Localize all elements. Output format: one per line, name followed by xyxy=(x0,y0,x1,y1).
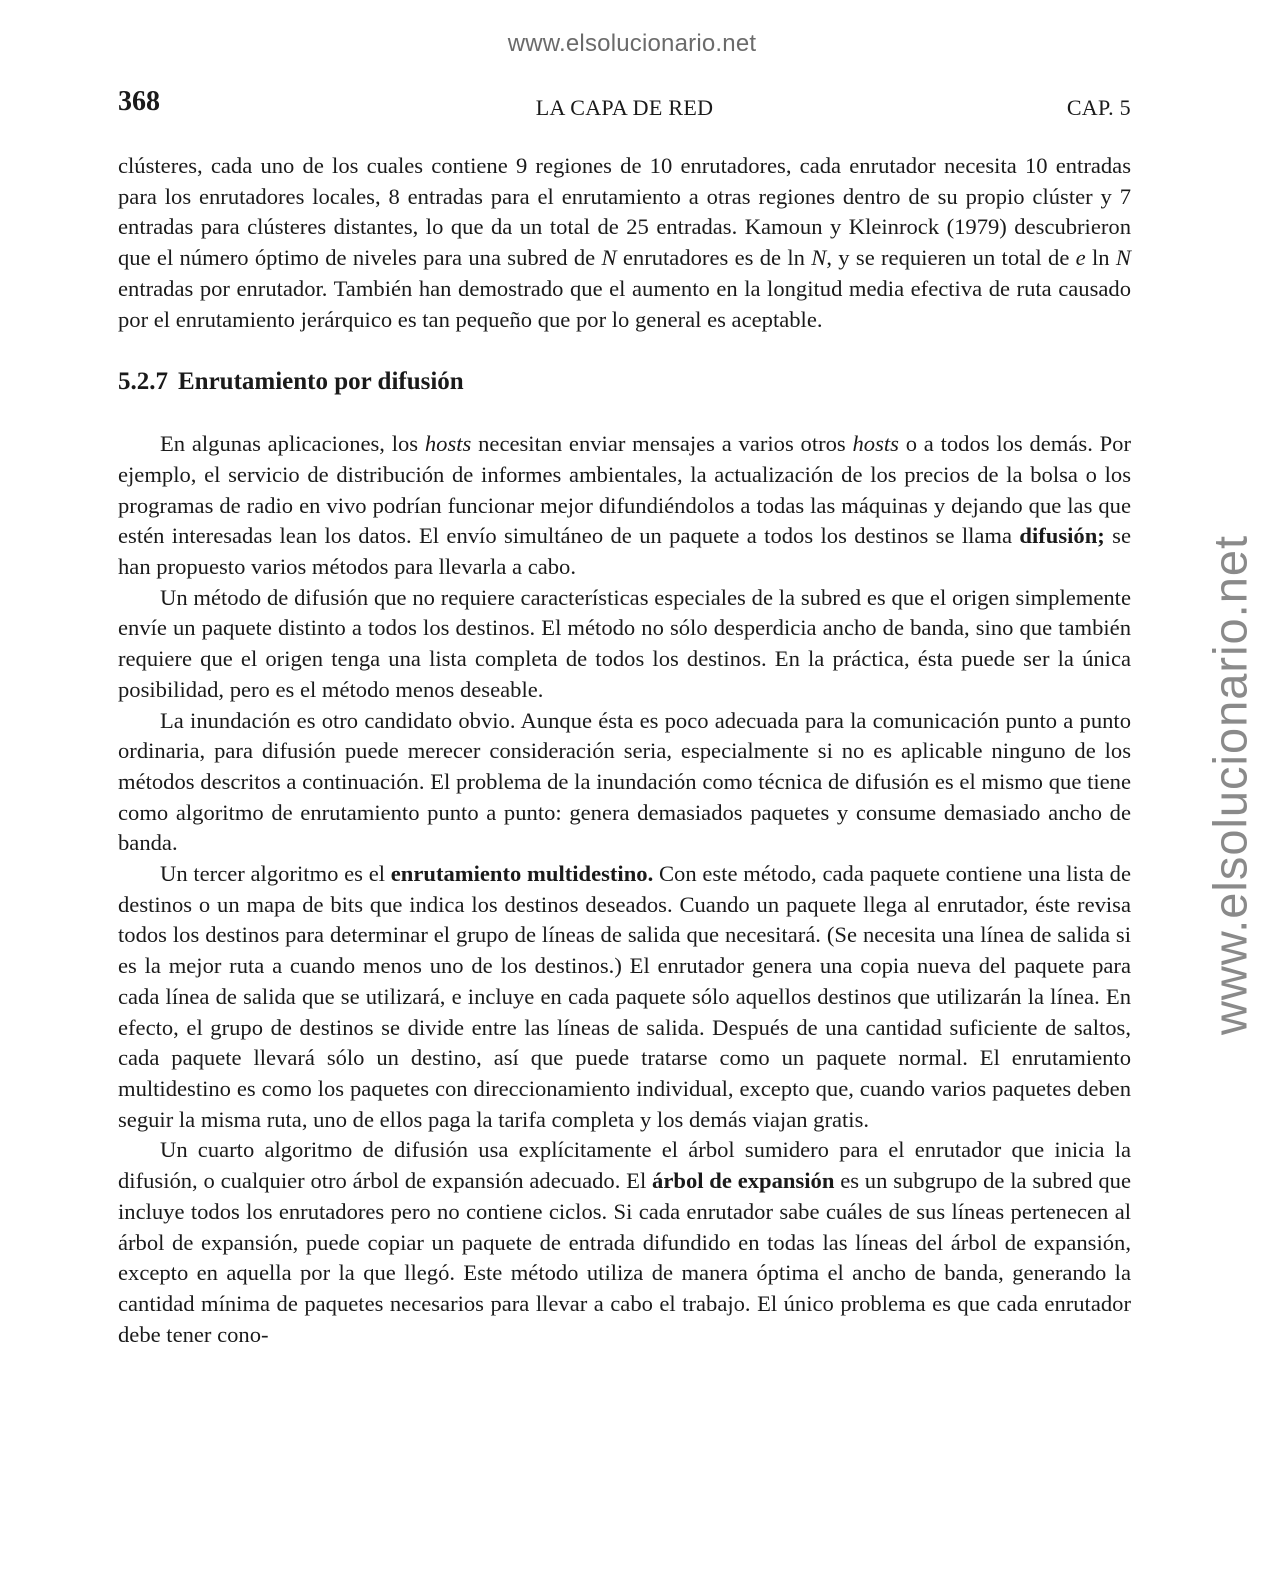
watermark-side: www.elsolucionario.net xyxy=(1203,534,1257,1036)
term-multidestino: enrutamiento multidestino. xyxy=(390,861,654,887)
watermark-top: www.elsolucionario.net xyxy=(507,30,757,57)
paragraph-method-1: Un método de difusión que no requiere características especiales de la subred es que el origen simplemente envíe un paquete distinto a todos los destinos. El método no sólo desperdicia ancho de banda, sino que también requiere que el origen tenga una lista completa de todos los destinos. En la práctica, ésta puede ser la única posibilidad, pero es el método menos deseable. xyxy=(118,584,1131,702)
chapter-title: LA CAPA DE RED xyxy=(535,95,714,120)
page-number: 368 xyxy=(118,86,160,117)
chapter-ref: CAP. 5 xyxy=(1066,95,1131,120)
term-difusion: difusión; xyxy=(1019,523,1105,549)
paragraph-spanning-tree: Un cuarto algoritmo de difusión usa explícitamente el árbol sumidero para el enrutador que inicia la difusión, o cualquier otro árbol de expansión adecuado. El árbol de expansión es un subgrupo de la subred que incluye todos los enrutadores pero no contiene ciclos. Si cada enrutador sabe cuáles de sus líneas pertenecen al árbol de expansión, puede copiar un paquete de entrada difundido en todas las líneas del árbol de expansión, excepto en aquella por la que llegó. Este método utiliza de manera óptima el ancho de banda, generando la cantidad mínima de paquetes necesarios para llevar a cabo el trabajo. El único problema es que cada enrutador debe tener cono- xyxy=(118,1137,1131,1347)
section-title: Enrutamiento por difusión xyxy=(178,368,464,396)
section-heading xyxy=(118,365,1131,399)
paragraph-flooding: La inundación es otro candidato obvio. Aunque ésta es poco adecuada para la comunicación punto a punto ordinaria, para difusión puede merecer consideración seria, especialmente si no es aplicable ninguno de los métodos descritos a continuación. El problema de la inundación como técnica de difusión es el mismo que tiene como algoritmo de enrutamiento punto a punto: genera demasiados paquetes y consume demasiado ancho de banda. xyxy=(118,707,1131,856)
section-number: 5.2.7 xyxy=(118,368,168,396)
term-arbol-expansion: árbol de expansión xyxy=(652,1168,835,1194)
paragraph-multidestination: Un tercer algoritmo es el enrutamiento multidestino. Con este método, cada paquete contiene una lista de destinos o un mapa de bits que indica los destinos deseados. Cuando un paquete llega al enrutador, éste revisa todos los destinos para determinar el grupo de líneas de salida que necesitará. (Se necesita una línea de salida si es la mejor ruta a cuando menos uno de los destinos.) El enrutador genera una copia nueva del paquete para cada línea de salida que se utilizará, e incluye en cada paquete sólo aquellos destinos que utilizarán la línea. En efecto, el grupo de destinos se divide entre las líneas de salida. Después de una cantidad suficiente de saltos, cada paquete llevará sólo un destino, así que puede tratarse como un paquete normal. El enrutamiento multidestino es como los paquetes con direccionamiento individual, excepto que, cuando varios paquetes deben seguir la misma ruta, uno de ellos paga la tarifa completa y los demás viajan gratis. xyxy=(118,861,1131,1132)
page-body xyxy=(118,151,1131,1350)
intro-paragraph: clústeres, cada uno de los cuales contiene 9 regiones de 10 enrutadores, cada enrutador necesita 10 entradas para los enrutadores locales, 8 entradas para el enrutamiento a otras regiones dentro de su propio clúster y 7 entradas para clústeres distantes, lo que da un total de 25 entradas. Kamoun y Kleinrock (1979) descubrieron que el número óptimo de niveles para una subred de N enrutadores es de ln N, y se requieren un total de e ln N entradas por enrutador. También han demostrado que el aumento en la longitud media efectiva de ruta causado por el enrutamiento jerárquico es tan pequeño que por lo general es aceptable. xyxy=(118,153,1131,332)
running-head xyxy=(118,86,1131,126)
paragraph-broadcast-intro: En algunas aplicaciones, los hosts necesitan enviar mensajes a varios otros hosts o a todos los demás. Por ejemplo, el servicio de distribución de informes ambientales, la actualización de los precios de la bolsa o los programas de radio en vivo podrían funcionar mejor difundiéndolos a todas las máquinas y dejando que las que estén interesadas lean los datos. El envío simultáneo de un paquete a todos los destinos se llama difusión; se han propuesto varios métodos para llevarla a cabo. xyxy=(118,431,1131,580)
